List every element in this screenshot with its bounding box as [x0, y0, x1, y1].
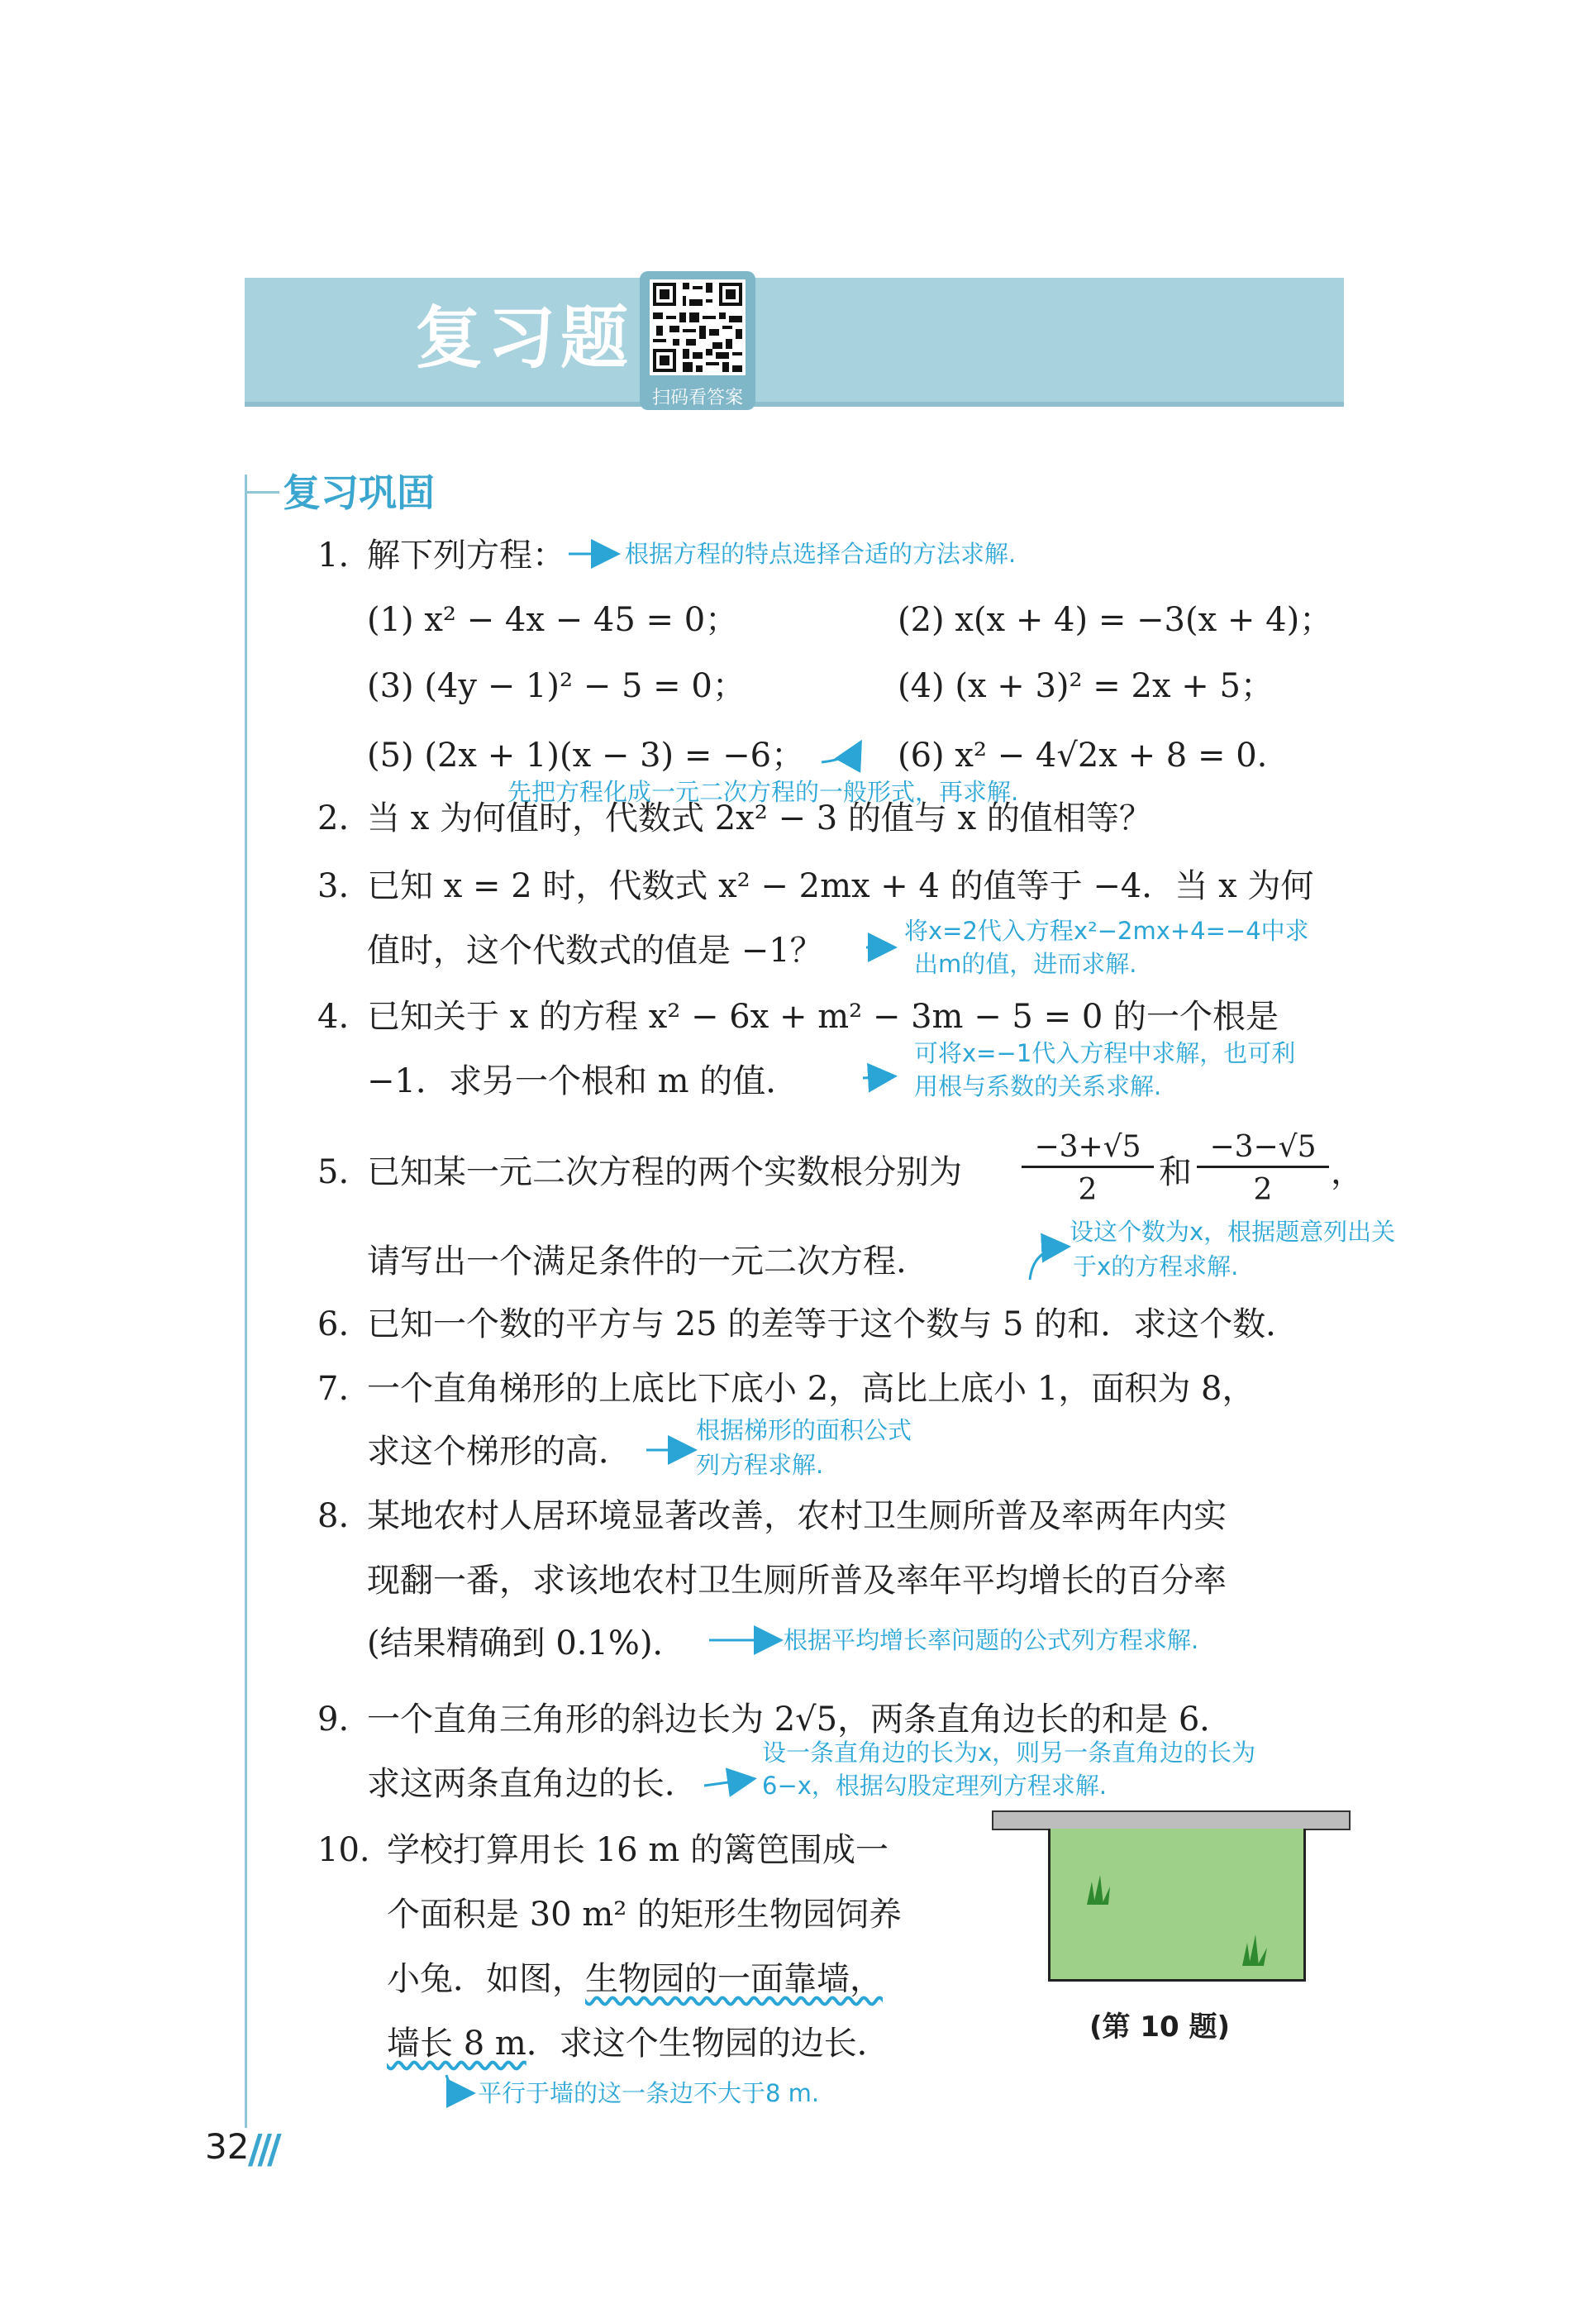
problem-5-note-1: 设这个数为x，根据题意列出关 [1070, 1218, 1396, 1246]
problem-1-sub-3: (3) (4y − 1)² − 5 = 0； [367, 667, 746, 705]
problem-7-note-2: 列方程求解. [696, 1451, 824, 1479]
problem-8-line-3: (结果精确到 0.1%)． [367, 1624, 686, 1662]
problem-5-comma: ， [1331, 1153, 1364, 1191]
problem-3-line-1: 已知 x = 2 时，代数式 x² − 2mx + 4 的值等于 −4．当 x 为何 [367, 867, 1314, 905]
problem-9-note-1: 设一条直角边的长为x，则另一条直角边的长为 [762, 1739, 1256, 1767]
problem-6-number: 6. [317, 1305, 350, 1343]
problem-3-note-1: 将x=2代入方程x²−2mx+4=−4中求 [904, 917, 1309, 945]
problem-10-wall-length: 墙长 8 m [387, 2025, 526, 2063]
problem-9-line-1: 一个直角三角形的斜边长为 2√5，两条直角边长的和是 6． [367, 1701, 1233, 1739]
problem-10-line-3-start: 小兔．如图， [387, 1960, 585, 1998]
problem-4-note-2: 用根与系数的关系求解. [914, 1072, 1162, 1100]
garden-illustration [1048, 1829, 1306, 1982]
section-dash [245, 491, 279, 494]
page-number: 32 [205, 2126, 250, 2167]
problem-10-line-4-end: ．求这个生物园的边长． [526, 2025, 890, 2063]
problem-1-sub-1: (1) x² − 4x − 45 = 0； [367, 601, 739, 639]
problem-9-line-2: 求这两条直角边的长． [367, 1765, 698, 1803]
problem-8-note: 根据平均增长率问题的公式列方程求解. [784, 1626, 1199, 1654]
section-title: 复习巩固 [283, 470, 435, 515]
problem-10-note: 平行于墙的这一条边不大于8 m. [478, 2079, 820, 2107]
problem-1-number: 1. [317, 537, 350, 575]
problem-6-text: 已知一个数的平方与 25 的差等于这个数与 5 的和．求这个数． [367, 1305, 1299, 1343]
problem-2-text: 当 x 为何值时，代数式 2x² − 3 的值与 x 的值相等？ [367, 799, 1152, 837]
margin-line [245, 475, 247, 2128]
problem-2-number: 2. [317, 799, 350, 837]
qr-code-label: 扫码看答案 [651, 388, 743, 408]
problem-4-note-1: 可将x=−1代入方程中求解，也可利 [914, 1039, 1296, 1067]
page-decoration: /// [248, 2126, 277, 2173]
problem-1-text: 解下列方程： [367, 537, 565, 575]
problem-10-wall-note: 生物园的一面靠墙， [585, 1960, 883, 1998]
fraction-2-numerator: −3−√5 [1197, 1129, 1329, 1168]
fraction-1-denominator: 2 [1078, 1173, 1098, 1207]
problem-1-sub-6: (6) x² − 4√2x + 8 = 0. [898, 737, 1268, 775]
problem-5-line-2: 请写出一个满足条件的一元二次方程. [367, 1243, 907, 1281]
problem-5-conjunction: 和 [1159, 1153, 1192, 1191]
problem-1-note: 根据方程的特点选择合适的方法求解. [625, 540, 1017, 568]
problem-10-line-4 [387, 2024, 890, 2063]
problem-3-line-2: 值时，这个代数式的值是 −1？ [367, 932, 823, 970]
problem-8-line-1: 某地农村人居环境显著改善，农村卫生厕所普及率两年内实 [367, 1497, 1227, 1535]
problem-3-note-2: 出m的值，进而求解. [914, 950, 1137, 978]
problem-10-line-2: 个面积是 30 m² 的矩形生物园饲养 [387, 1896, 903, 1934]
grass-icon [1051, 1829, 1303, 1979]
problem-5-number: 5. [317, 1153, 350, 1191]
qr-code-icon[interactable] [650, 279, 746, 375]
problem-5-note-2: 于x的方程求解. [1073, 1252, 1239, 1281]
problem-3-number: 3. [317, 867, 350, 905]
problem-7-line-1: 一个直角梯形的上底比下底小 2，高比上底小 1，面积为 8， [367, 1370, 1255, 1408]
problem-8-line-2: 现翻一番，求该地农村卫生厕所普及率年平均增长的百分率 [367, 1562, 1227, 1600]
figure-caption: (第 10 题) [1089, 2011, 1231, 2044]
problem-8-number: 8. [317, 1497, 350, 1535]
problem-7-number: 7. [317, 1370, 350, 1408]
problem-9-number: 9. [317, 1701, 350, 1739]
header-banner-shadow [245, 402, 1344, 407]
problem-7-note-1: 根据梯形的面积公式 [696, 1416, 912, 1444]
header-banner [245, 278, 1344, 402]
page-title: 复习题 [415, 299, 634, 378]
problem-1-sub-4: (4) (x + 3)² = 2x + 5； [898, 667, 1274, 705]
problem-10-line-1: 学校打算用长 16 m 的篱笆围成一 [387, 1831, 889, 1869]
wall-illustration [992, 1810, 1351, 1830]
problem-1-sub-2: (2) x(x + 4) = −3(x + 4)； [898, 601, 1333, 639]
problem-5-line-1: 已知某一元二次方程的两个实数根分别为 [367, 1153, 962, 1191]
problem-4-line-2: −1．求另一个根和 m 的值． [367, 1062, 799, 1100]
problem-9-note-2: 6−x，根据勾股定理列方程求解. [762, 1772, 1108, 1800]
fraction-2-denominator: 2 [1253, 1173, 1273, 1207]
problem-1-note-2: 先把方程化成一元二次方程的一般形式，再求解. [507, 778, 1019, 806]
problem-7-line-2: 求这个梯形的高． [367, 1433, 631, 1471]
problem-1-sub-5: (5) (2x + 1)(x − 3) = −6； [367, 737, 805, 775]
problem-4-line-1: 已知关于 x 的方程 x² − 6x + m² − 3m − 5 = 0 的一个根是 [367, 998, 1279, 1036]
fraction-1-numerator: −3+√5 [1022, 1129, 1154, 1168]
problem-10-line-3 [387, 1959, 883, 1999]
problem-10-number: 10. [317, 1831, 370, 1869]
problem-4-number: 4. [317, 998, 350, 1036]
